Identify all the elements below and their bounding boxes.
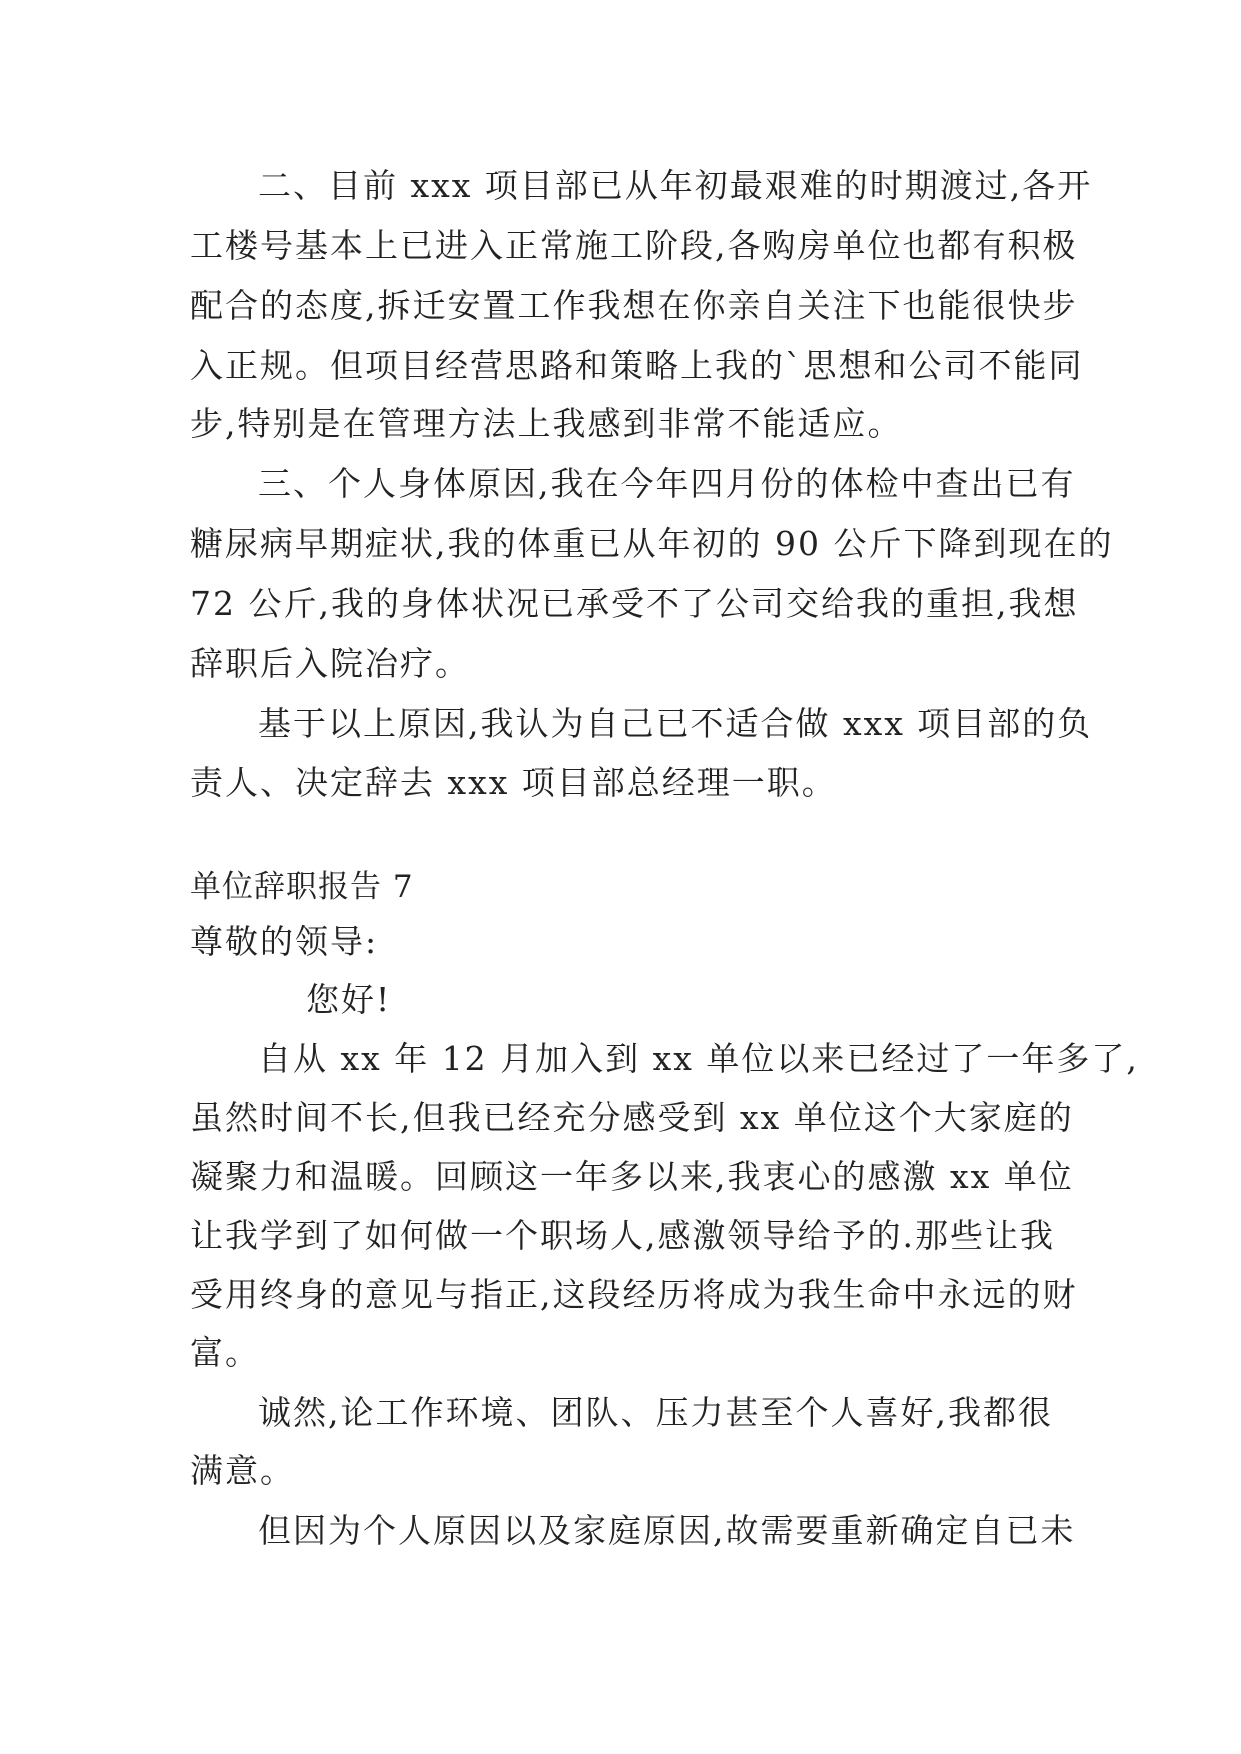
paragraph-line: 配合的态度,拆迁安置工作我想在你亲自关注下也能很快步 xyxy=(190,286,1078,325)
paragraph-line: 三、个人身体原因,我在今年四月份的体检中查出已有 xyxy=(258,464,1076,503)
paragraph-line: 自从 xx 年 12 月加入到 xx 单位以来已经过了一年多了, xyxy=(258,1039,1139,1078)
paragraph-line: 基于以上原因,我认为自己已不适合做 xxx 项目部的负 xyxy=(258,704,1093,743)
paragraph-line: 但因为个人原因以及家庭原因,故需要重新确定自已未 xyxy=(258,1511,1076,1550)
paragraph-line: 糖尿病早期症状,我的体重已从年初的 90 公斤下降到现在的 xyxy=(190,524,1114,563)
paragraph-line: 工楼号基本上已进入正常施工阶段,各购房单位也都有积极 xyxy=(190,226,1078,265)
paragraph-line: 满意。 xyxy=(190,1451,295,1490)
paragraph-line: 让我学到了如何做一个职场人,感激领导给予的.那些让我 xyxy=(190,1216,1055,1255)
paragraph-line: 72 公斤,我的身体状况已承受不了公司交给我的重担,我想 xyxy=(190,584,1079,623)
paragraph-line: 富。 xyxy=(190,1333,260,1372)
paragraph-line: 凝聚力和温暖。回顾这一年多以来,我衷心的感激 xx 单位 xyxy=(190,1157,1074,1196)
paragraph-line: 诚然,论工作环境、团队、压力甚至个人喜好,我都很 xyxy=(258,1393,1053,1432)
paragraph-line: 辞职后入院冶疗。 xyxy=(190,644,470,683)
paragraph-line: 受用终身的意见与指正,这段经历将成为我生命中永远的财 xyxy=(190,1275,1078,1314)
paragraph-line: 步,特别是在管理方法上我感到非常不能适应。 xyxy=(190,404,903,443)
paragraph-line: 虽然时间不长,但我已经充分感受到 xx 单位这个大家庭的 xyxy=(190,1098,1074,1137)
paragraph-line: 二、目前 xxx 项目部已从年初最艰难的时期渡过,各开 xyxy=(258,166,1093,205)
section-heading: 单位辞职报告 7 xyxy=(190,869,414,905)
salutation: 尊敬的领导: xyxy=(190,922,379,961)
paragraph-line: 责人、决定辞去 xxx 项目部总经理一职。 xyxy=(190,763,837,802)
greeting: 您好! xyxy=(306,980,392,1019)
paragraph-line: 入正规。但项目经营思路和策略上我的`思想和公司不能同 xyxy=(190,346,1084,385)
